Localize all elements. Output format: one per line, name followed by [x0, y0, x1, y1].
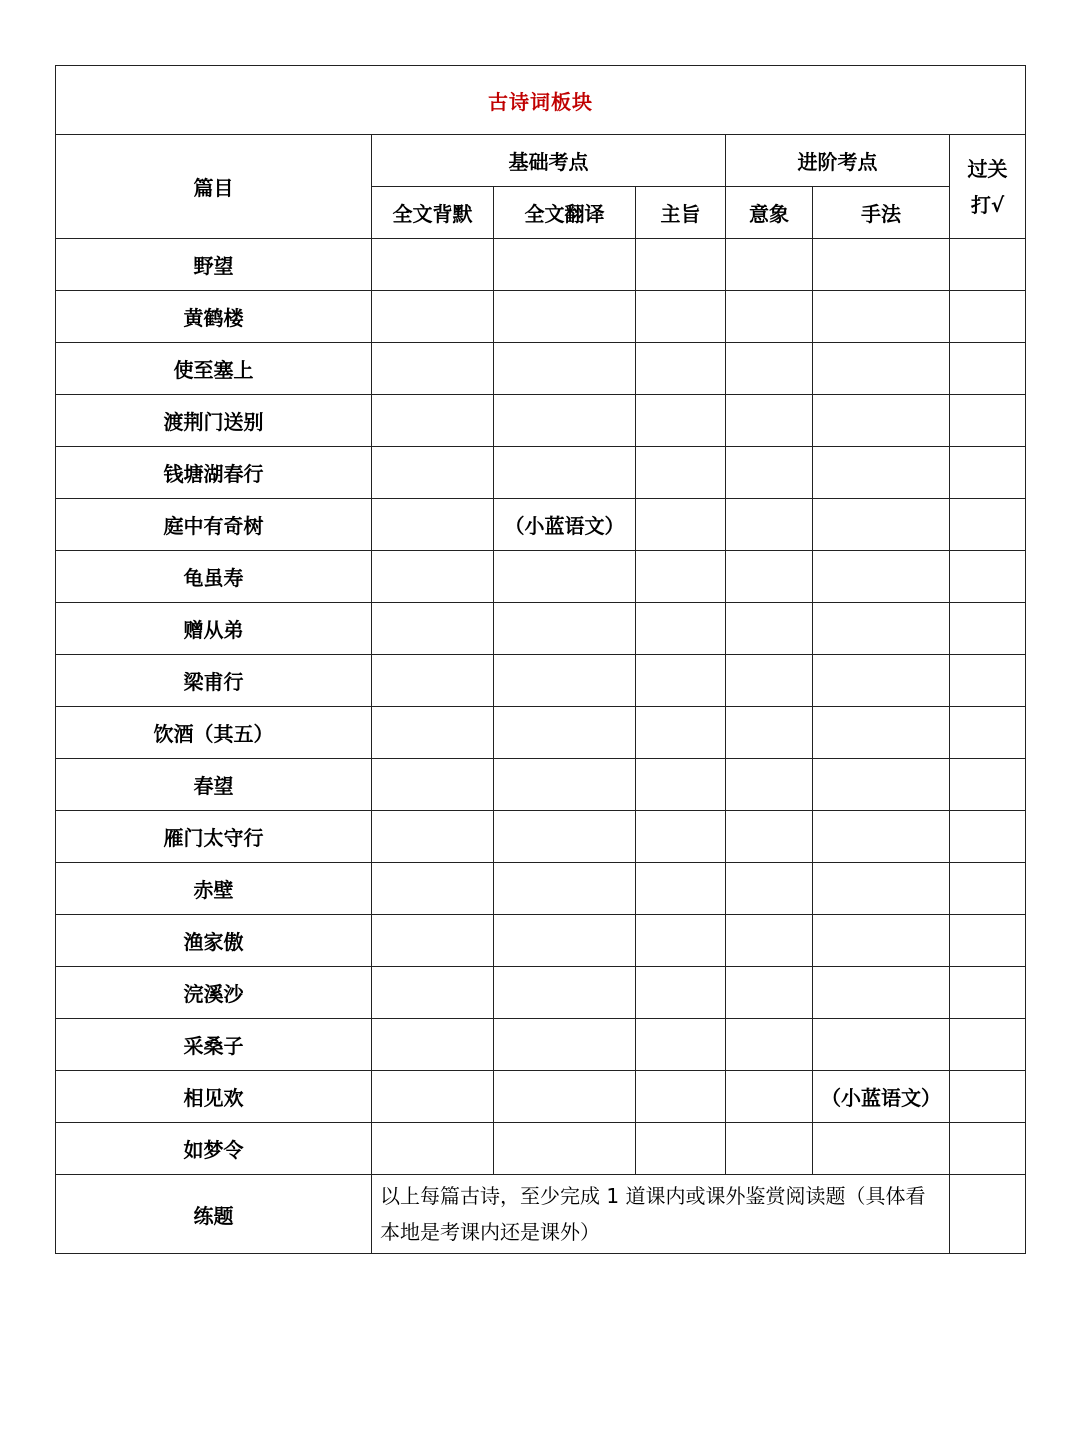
cell-translate[interactable]	[494, 863, 636, 915]
header-advanced-group: 进阶考点	[726, 135, 950, 187]
page-title: 古诗词板块	[56, 66, 1026, 135]
poem-title: 饮酒（其五）	[56, 707, 372, 759]
cell-recite[interactable]	[372, 239, 494, 291]
cell-recite[interactable]	[372, 967, 494, 1019]
poem-title: 庭中有奇树	[56, 499, 372, 551]
poem-title: 赤壁	[56, 863, 372, 915]
pass-check-cell[interactable]	[950, 551, 1026, 603]
cell-technique[interactable]	[813, 603, 950, 655]
cell-imagery[interactable]	[726, 343, 813, 395]
cell-translate[interactable]	[494, 603, 636, 655]
pass-check-cell[interactable]	[950, 707, 1026, 759]
poem-title: 野望	[56, 239, 372, 291]
pass-check-cell[interactable]	[950, 1071, 1026, 1123]
table-row	[56, 603, 1026, 655]
cell-technique[interactable]: （小蓝语文）	[813, 1071, 950, 1123]
cell-theme[interactable]	[636, 1071, 726, 1123]
cell-recite[interactable]	[372, 1071, 494, 1123]
table-row	[56, 967, 1026, 1019]
table-row	[56, 499, 1026, 551]
poem-title: 钱塘湖春行	[56, 447, 372, 499]
table-row	[56, 759, 1026, 811]
cell-translate[interactable]	[494, 915, 636, 967]
poem-title: 相见欢	[56, 1071, 372, 1123]
cell-theme[interactable]	[636, 655, 726, 707]
cell-theme[interactable]	[636, 967, 726, 1019]
cell-imagery[interactable]	[726, 811, 813, 863]
cell-technique[interactable]	[813, 395, 950, 447]
practice-label: 练题	[56, 1175, 372, 1254]
cell-recite[interactable]	[372, 1019, 494, 1071]
cell-recite[interactable]	[372, 551, 494, 603]
cell-imagery[interactable]	[726, 551, 813, 603]
cell-theme[interactable]	[636, 863, 726, 915]
pass-check-cell[interactable]	[950, 655, 1026, 707]
cell-translate[interactable]	[494, 811, 636, 863]
cell-imagery[interactable]	[726, 863, 813, 915]
cell-imagery[interactable]	[726, 915, 813, 967]
cell-imagery[interactable]	[726, 499, 813, 551]
cell-theme[interactable]	[636, 551, 726, 603]
cell-translate[interactable]	[494, 447, 636, 499]
cell-technique[interactable]	[813, 915, 950, 967]
cell-imagery[interactable]	[726, 655, 813, 707]
cell-theme[interactable]	[636, 915, 726, 967]
table-row	[56, 1071, 1026, 1123]
cell-theme[interactable]	[636, 1123, 726, 1175]
cell-technique[interactable]	[813, 759, 950, 811]
cell-recite[interactable]	[372, 343, 494, 395]
cell-theme[interactable]	[636, 811, 726, 863]
cell-imagery[interactable]	[726, 967, 813, 1019]
cell-translate[interactable]	[494, 395, 636, 447]
header-pass-line2: 打√	[970, 192, 1005, 217]
cell-translate[interactable]	[494, 1019, 636, 1071]
table-row	[56, 1019, 1026, 1071]
cell-recite[interactable]	[372, 759, 494, 811]
cell-theme[interactable]	[636, 395, 726, 447]
cell-technique[interactable]	[813, 707, 950, 759]
cell-theme[interactable]	[636, 291, 726, 343]
pass-check-cell[interactable]	[950, 759, 1026, 811]
poetry-checklist-table	[55, 65, 1026, 1254]
cell-imagery[interactable]	[726, 1071, 813, 1123]
cell-recite[interactable]	[372, 707, 494, 759]
cell-theme[interactable]	[636, 1019, 726, 1071]
cell-imagery[interactable]	[726, 447, 813, 499]
cell-imagery[interactable]	[726, 291, 813, 343]
cell-imagery[interactable]	[726, 707, 813, 759]
poem-title: 黄鹤楼	[56, 291, 372, 343]
header-theme: 主旨	[636, 187, 726, 239]
cell-technique[interactable]	[813, 863, 950, 915]
table-row	[56, 863, 1026, 915]
cell-translate[interactable]: （小蓝语文）	[494, 499, 636, 551]
cell-recite[interactable]	[372, 811, 494, 863]
header-basic-group: 基础考点	[372, 135, 726, 187]
header-pass-check	[950, 135, 1026, 239]
cell-theme[interactable]	[636, 759, 726, 811]
cell-imagery[interactable]	[726, 239, 813, 291]
header-technique: 手法	[813, 187, 950, 239]
header-pass-line1: 过关	[967, 156, 1008, 181]
poem-title: 渡荆门送别	[56, 395, 372, 447]
poem-title: 春望	[56, 759, 372, 811]
cell-translate[interactable]	[494, 759, 636, 811]
pass-check-cell[interactable]	[950, 915, 1026, 967]
cell-translate[interactable]	[494, 343, 636, 395]
pass-check-cell[interactable]	[950, 1123, 1026, 1175]
poem-title: 赠从弟	[56, 603, 372, 655]
pass-check-cell[interactable]	[950, 499, 1026, 551]
table-row	[56, 811, 1026, 863]
poem-title: 如梦令	[56, 1123, 372, 1175]
poem-title: 雁门太守行	[56, 811, 372, 863]
pass-check-cell[interactable]	[950, 395, 1026, 447]
pass-check-cell[interactable]	[950, 863, 1026, 915]
cell-recite[interactable]	[372, 603, 494, 655]
pass-check-cell[interactable]	[950, 967, 1026, 1019]
cell-recite[interactable]	[372, 863, 494, 915]
cell-translate[interactable]	[494, 551, 636, 603]
pass-check-cell[interactable]	[950, 239, 1026, 291]
cell-technique[interactable]	[813, 291, 950, 343]
cell-recite[interactable]	[372, 1123, 494, 1175]
table-row	[56, 239, 1026, 291]
cell-theme[interactable]	[636, 499, 726, 551]
cell-translate[interactable]	[494, 707, 636, 759]
table-row	[56, 655, 1026, 707]
cell-technique[interactable]	[813, 343, 950, 395]
header-translate: 全文翻译	[494, 187, 636, 239]
table-row	[56, 915, 1026, 967]
cell-technique[interactable]	[813, 1123, 950, 1175]
cell-recite[interactable]	[372, 655, 494, 707]
pass-check-cell[interactable]	[950, 291, 1026, 343]
poem-title: 梁甫行	[56, 655, 372, 707]
cell-recite[interactable]	[372, 499, 494, 551]
cell-technique[interactable]	[813, 1019, 950, 1071]
pass-check-cell[interactable]	[950, 447, 1026, 499]
cell-technique[interactable]	[813, 655, 950, 707]
cell-imagery[interactable]	[726, 1123, 813, 1175]
cell-recite[interactable]	[372, 291, 494, 343]
header-title-column: 篇目	[56, 135, 372, 239]
cell-imagery[interactable]	[726, 603, 813, 655]
cell-technique[interactable]	[813, 239, 950, 291]
poem-title: 采桑子	[56, 1019, 372, 1071]
cell-technique[interactable]	[813, 551, 950, 603]
cell-theme[interactable]	[636, 603, 726, 655]
practice-check-cell[interactable]	[950, 1175, 1026, 1254]
pass-check-cell[interactable]	[950, 811, 1026, 863]
cell-technique[interactable]	[813, 447, 950, 499]
cell-technique[interactable]	[813, 811, 950, 863]
cell-theme[interactable]	[636, 343, 726, 395]
table-row	[56, 551, 1026, 603]
table-row	[56, 291, 1026, 343]
cell-translate[interactable]	[494, 291, 636, 343]
pass-check-cell[interactable]	[950, 1019, 1026, 1071]
practice-instructions: 以上每篇古诗，至少完成 1 道课内或课外鉴赏阅读题（具体看本地是考课内还是课外）	[372, 1175, 950, 1254]
cell-imagery[interactable]	[726, 759, 813, 811]
cell-recite[interactable]	[372, 915, 494, 967]
pass-check-cell[interactable]	[950, 343, 1026, 395]
cell-recite[interactable]	[372, 447, 494, 499]
table-row	[56, 395, 1026, 447]
cell-translate[interactable]	[494, 967, 636, 1019]
table-row	[56, 343, 1026, 395]
cell-imagery[interactable]	[726, 395, 813, 447]
table-row	[56, 707, 1026, 759]
pass-check-cell[interactable]	[950, 603, 1026, 655]
cell-theme[interactable]	[636, 707, 726, 759]
cell-translate[interactable]	[494, 1123, 636, 1175]
cell-technique[interactable]	[813, 499, 950, 551]
cell-translate[interactable]	[494, 655, 636, 707]
table-row	[56, 447, 1026, 499]
cell-technique[interactable]	[813, 967, 950, 1019]
cell-translate[interactable]	[494, 239, 636, 291]
poem-title: 渔家傲	[56, 915, 372, 967]
poem-title: 浣溪沙	[56, 967, 372, 1019]
poem-title: 龟虽寿	[56, 551, 372, 603]
cell-theme[interactable]	[636, 447, 726, 499]
header-recite: 全文背默	[372, 187, 494, 239]
cell-recite[interactable]	[372, 395, 494, 447]
poem-title: 使至塞上	[56, 343, 372, 395]
table-row	[56, 1123, 1026, 1175]
cell-imagery[interactable]	[726, 1019, 813, 1071]
header-imagery: 意象	[726, 187, 813, 239]
cell-theme[interactable]	[636, 239, 726, 291]
cell-translate[interactable]	[494, 1071, 636, 1123]
